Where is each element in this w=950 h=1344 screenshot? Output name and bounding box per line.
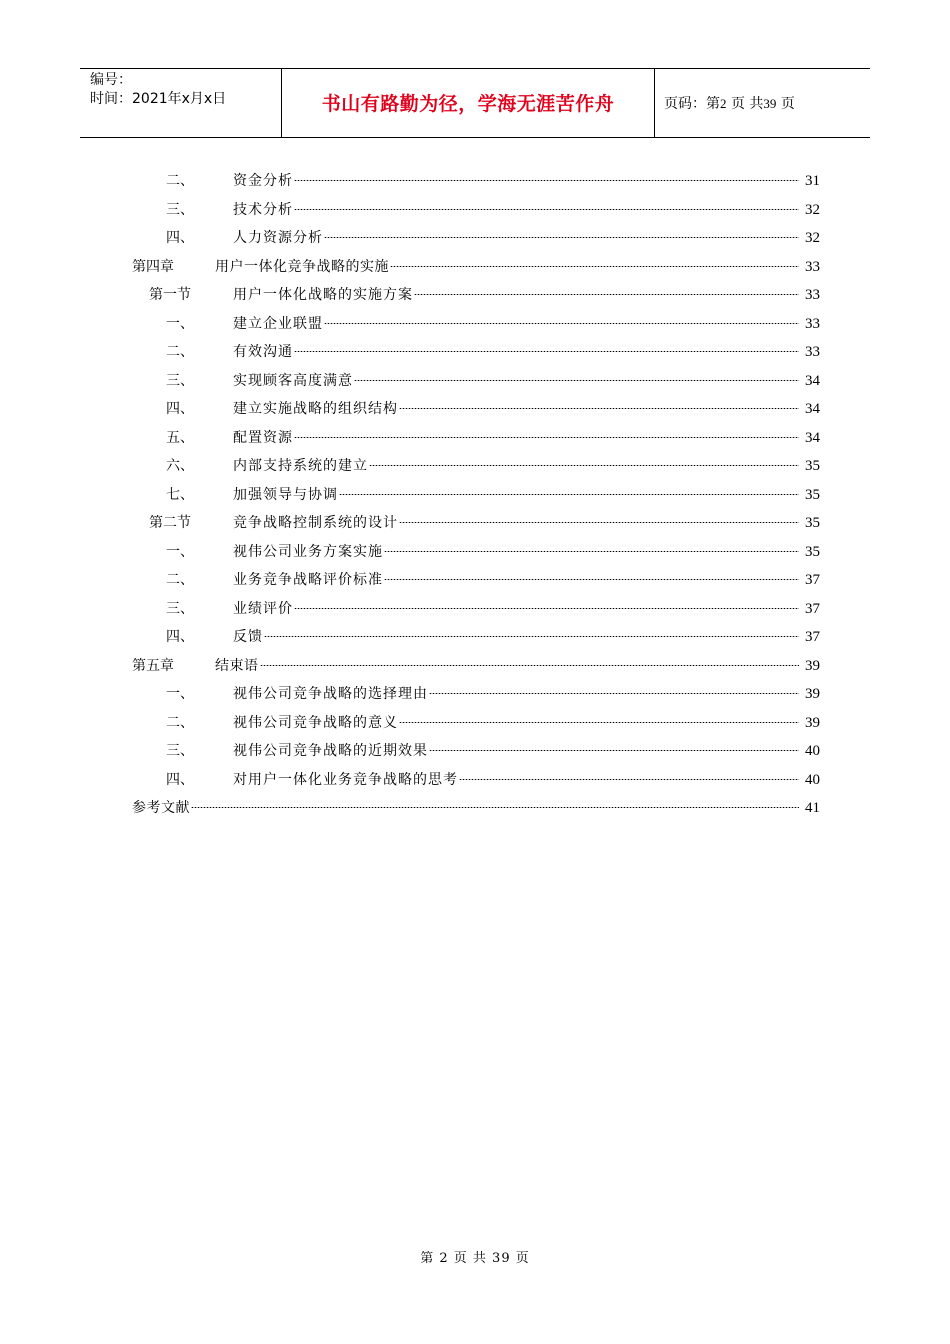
toc-entry-number: 一、 (166, 315, 194, 332)
toc-entry[interactable] (0, 227, 950, 249)
toc-entry-page: 31 (805, 173, 820, 189)
toc-entry-number: 二、 (166, 714, 194, 731)
toc-entry[interactable] (0, 199, 950, 221)
toc-entry-page: 34 (805, 372, 820, 389)
toc-entry-page: 39 (805, 686, 820, 702)
toc-entry-title: 建立企业联盟 (233, 315, 323, 332)
toc-entry-number: 二、 (166, 572, 194, 588)
toc-entry-title: 技术分析 (233, 201, 293, 218)
dot-leader (191, 807, 799, 808)
toc-entry[interactable] (0, 598, 950, 620)
toc-entry-page: 32 (805, 230, 820, 246)
toc-entry[interactable] (0, 797, 950, 819)
toc-entry-number: 二、 (166, 344, 194, 360)
toc-entry-page: 40 (805, 771, 820, 788)
dot-leader (369, 465, 799, 466)
page-mid-label: 页 共 (730, 96, 764, 112)
toc-entry-page: 35 (805, 458, 820, 474)
toc-entry[interactable] (0, 484, 950, 506)
toc-entry-title: 人力资源分析 (233, 230, 323, 246)
toc-entry-title: 配置资源 (233, 429, 293, 446)
dot-leader (294, 608, 799, 609)
dot-leader (384, 579, 799, 580)
toc-entry-page: 34 (805, 429, 820, 446)
toc-entry-page: 34 (805, 401, 820, 417)
toc-entry[interactable] (0, 341, 950, 363)
toc-entry[interactable] (0, 398, 950, 420)
dot-leader (429, 750, 799, 751)
dot-leader (354, 380, 799, 381)
toc-entry-title: 对用户一体化业务竞争战略的思考 (233, 771, 458, 788)
toc-entry[interactable] (0, 683, 950, 705)
page-footer: 第 2 页 共 39 页 (420, 1251, 530, 1266)
toc-entry-page: 37 (805, 600, 820, 617)
toc-entry-number: 三、 (166, 743, 194, 759)
document-time-label: 时间：2021年x月x日 (90, 91, 227, 107)
dot-leader (294, 180, 799, 181)
header-page-info (664, 93, 795, 113)
toc-entry-number: 四、 (166, 771, 194, 788)
toc-entry-title: 视伟公司竞争战略的选择理由 (233, 686, 428, 702)
toc-entry-number: 三、 (166, 201, 194, 218)
dot-leader (384, 551, 799, 552)
toc-entry-page: 37 (805, 629, 820, 645)
toc-entry-title: 业绩评价 (233, 600, 293, 617)
document-number-label: 编号： (90, 72, 132, 88)
toc-entry[interactable] (0, 313, 950, 335)
dot-leader (399, 522, 799, 523)
dot-leader (459, 779, 799, 780)
toc-entry-number: 一、 (166, 686, 194, 702)
toc-entry-title: 有效沟通 (233, 344, 293, 360)
toc-entry[interactable] (0, 455, 950, 477)
toc-entry-page: 41 (805, 800, 820, 816)
dot-leader (339, 494, 799, 495)
toc-entry-number: 四、 (166, 401, 194, 417)
header-motto: 书山有路勤为径，学海无涯苦作舟 (321, 93, 615, 115)
toc-entry-number: 四、 (166, 629, 194, 645)
toc-entry[interactable] (0, 626, 950, 648)
toc-entry-title: 结束语 (215, 657, 259, 674)
toc-entry-page: 35 (805, 515, 820, 531)
header-meta (90, 71, 226, 109)
dot-leader (414, 294, 799, 295)
dot-leader (390, 266, 799, 267)
page-label: 页码：第 (664, 96, 720, 112)
toc-entry-title: 业务竞争战略评价标准 (233, 572, 383, 588)
toc-entry-number: 三、 (166, 372, 194, 389)
toc-entry-page: 39 (805, 714, 820, 731)
toc-entry-number: 第四章 (132, 258, 174, 275)
toc-entry-title: 反馈 (233, 629, 263, 645)
toc-entry-number: 第二节 (149, 515, 191, 531)
toc-entry-page: 33 (805, 344, 820, 360)
dot-leader (429, 693, 799, 694)
toc-entry-title: 内部支持系统的建立 (233, 458, 368, 474)
dot-leader (399, 408, 799, 409)
toc-entry-title: 建立实施战略的组织结构 (233, 401, 398, 417)
header-divider (654, 69, 655, 137)
toc-entry-title: 资金分析 (233, 173, 293, 189)
dot-leader (294, 437, 799, 438)
toc-entry-title: 视伟公司竞争战略的近期效果 (233, 743, 428, 759)
toc-entry-page: 33 (805, 315, 820, 332)
toc-entry-page: 35 (805, 486, 820, 503)
dot-leader (399, 722, 799, 723)
toc-entry-page: 32 (805, 201, 820, 218)
dot-leader (324, 237, 799, 238)
toc-entry-title: 视伟公司业务方案实施 (233, 543, 383, 560)
dot-leader (294, 351, 799, 352)
toc-entry-title: 参考文献 (132, 800, 190, 816)
toc-entry[interactable] (0, 170, 950, 192)
toc-entry[interactable] (0, 712, 950, 734)
toc-entry[interactable] (0, 541, 950, 563)
toc-entry[interactable] (0, 512, 950, 534)
toc-entry-page: 35 (805, 543, 820, 560)
page-end-label: 页 (780, 96, 795, 112)
toc-entry-title: 视伟公司竞争战略的意义 (233, 714, 398, 731)
toc-entry-number: 第一节 (149, 287, 191, 303)
dot-leader (260, 665, 800, 666)
toc-entry-page: 33 (805, 258, 820, 275)
dot-leader (264, 636, 799, 637)
toc-entry-page: 39 (805, 657, 820, 674)
toc-entry-number: 二、 (166, 173, 194, 189)
toc-entry-number: 三、 (166, 600, 194, 617)
toc-entry-title: 实现顾客高度满意 (233, 372, 353, 389)
toc-entry-number: 六、 (166, 458, 194, 474)
toc-entry[interactable] (0, 569, 950, 591)
toc-entry-number: 四、 (166, 230, 194, 246)
page-header (80, 68, 870, 138)
page-total: 39 (763, 96, 777, 111)
toc-entry[interactable] (0, 256, 950, 278)
toc-entry[interactable] (0, 769, 950, 791)
toc-entry[interactable] (0, 427, 950, 449)
toc-entry[interactable] (0, 284, 950, 306)
toc-entry-number: 五、 (166, 429, 194, 446)
toc-entry[interactable] (0, 740, 950, 762)
toc-entry[interactable] (0, 370, 950, 392)
toc-entry-page: 40 (805, 743, 820, 759)
toc-entry-title: 用户一体化竞争战略的实施 (215, 258, 389, 275)
toc-entry-page: 37 (805, 572, 820, 588)
toc-entry-title: 用户一体化战略的实施方案 (233, 287, 413, 303)
toc-entry[interactable] (0, 655, 950, 677)
toc-entry-number: 第五章 (132, 657, 174, 674)
toc-entry-page: 33 (805, 287, 820, 303)
toc-entry-number: 七、 (166, 486, 194, 503)
toc-entry-title: 竞争战略控制系统的设计 (233, 515, 398, 531)
dot-leader (324, 323, 799, 324)
toc-entry-number: 一、 (166, 543, 194, 560)
page-current: 2 (720, 96, 727, 111)
dot-leader (294, 209, 799, 210)
toc-entry-title: 加强领导与协调 (233, 486, 338, 503)
